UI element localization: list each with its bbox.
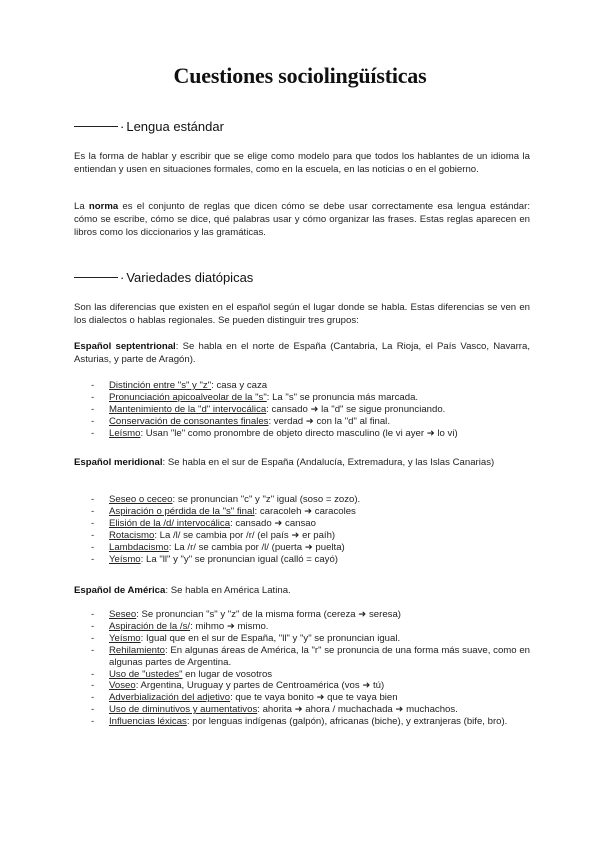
paragraph-variedades-intro: Son las diferencias que existen en el español según el lugar donde se habla. Estas diferencias se ven en los dialectos o hablas regionales. Se pueden distinguir tres grupos: <box>74 302 530 326</box>
list-septentrional <box>74 380 530 440</box>
list-item: - Yeísmo: La "ll" y "y" se pronuncian igual (calló = cayó) <box>91 553 338 565</box>
list-item: - Aspiración de la /s/: mihmo ➜ mismo. <box>91 620 269 632</box>
list-item: - Yeísmo: Igual que en el sur de España, "ll" y "y" se pronuncian igual. <box>91 632 401 644</box>
list-item: - Voseo: Argentina, Uruguay y partes de Centroamérica (vos ➜ tú) <box>91 680 385 692</box>
list-item: - Distinción entre "s" y "z": casa y caza <box>91 380 268 391</box>
section-heading-lengua-estandar <box>74 119 224 134</box>
group-america <box>74 585 530 598</box>
list-item: - Uso de diminutivos y aumentativos: ahorita ➜ ahora / muchachada ➜ muchachos. <box>91 704 458 716</box>
norma-term: norma <box>88 201 119 212</box>
list-item: - Seseo: Se pronuncian "s" y "z" de la misma forma (cereza ➜ seresa) <box>91 609 402 620</box>
list-item: - Uso de "ustedes" en lugar de vosotros <box>91 668 273 680</box>
heading-rule <box>74 277 118 278</box>
paragraph-norma <box>74 201 530 240</box>
group-desc: : Se habla en el norte de España (Cantabria, La Rioja, el País Vasco, Navarra, Asturias, y parte de Aragón). <box>74 341 530 365</box>
section-heading-variedades <box>74 270 253 285</box>
list-item: - Adverbialización del adjetivo: que te vaya bonito ➜ que te vaya bien <box>91 692 398 704</box>
list-item: - Lambdacismo: La /r/ se cambia por /l/ (puerta ➜ puelta) <box>91 541 345 553</box>
list-item: - Rehilamiento: En algunas áreas de América, la "r" se pronuncia de una forma más suave, como en algunas partes de Argentina. <box>91 644 530 668</box>
list-item: - Pronunciación apicoalveolar de la "s": La "s" se pronuncia más marcada. <box>91 391 419 403</box>
group-name: Español septentrional <box>74 341 176 352</box>
group-meridional <box>74 457 530 470</box>
list-item: - Leísmo: Usan "le" como pronombre de objeto directo masculino (le vi ayer ➜ lo vi) <box>91 427 458 439</box>
section-heading-text: Variedades diatópicas <box>126 270 254 285</box>
group-septentrional <box>74 341 530 367</box>
norma-post: es el conjunto de reglas que dicen cómo se debe usar correctamente esa lengua estándar: cómo se escribe, cómo se dice, qué palabras usar y cómo organizar las frases. Estas reglas aparecen en libros como los diccionarios y las gramáticas. <box>74 201 530 238</box>
list-item: - Influencias léxicas: por lenguas indígenas (galpón), africanas (biche), y extranjeras (bife, bro). <box>91 716 508 728</box>
list-item: - Mantenimiento de la "d" intervocálica: cansado ➜ la "d" se sigue pronunciando. <box>91 403 446 415</box>
group-name: Español de América <box>74 585 166 596</box>
list-item: - Conservación de consonantes finales: verdad ➜ con la "d" al final. <box>91 415 390 427</box>
list-item: - Elisión de la /d/ intervocálica: cansado ➜ cansao <box>91 517 316 529</box>
group-desc: : Se habla en América Latina. <box>165 585 291 596</box>
group-desc: : Se habla en el sur de España (Andalucía, Extremadura, y las Islas Canarias) <box>162 457 495 468</box>
heading-bullet: · <box>120 119 125 134</box>
paragraph-lengua-estandar: Es la forma de hablar y escribir que se elige como modelo para que todos los hablantes de un idioma la entiendan y usen en situaciones formales, como en la escuela, en las noticias o en el gobierno. <box>74 151 530 175</box>
list-item: - Rotacismo: La /l/ se cambia por /r/ (el país ➜ er paíh) <box>91 529 336 541</box>
list-item: - Aspiración o pérdida de la "s" final: caracoleh ➜ caracoles <box>91 505 356 517</box>
norma-pre: La <box>74 201 89 212</box>
heading-bullet: · <box>120 270 125 285</box>
list-item: - Seseo o ceceo: se pronuncian "c" y "z" igual (soso = zozo). <box>91 494 361 505</box>
list-meridional <box>74 494 530 565</box>
section-heading-text: Lengua estándar <box>126 119 224 134</box>
heading-rule <box>74 126 118 127</box>
list-america <box>74 609 530 728</box>
group-name: Español meridional <box>74 457 163 468</box>
page-title: Cuestiones sociolingüísticas <box>173 63 427 88</box>
